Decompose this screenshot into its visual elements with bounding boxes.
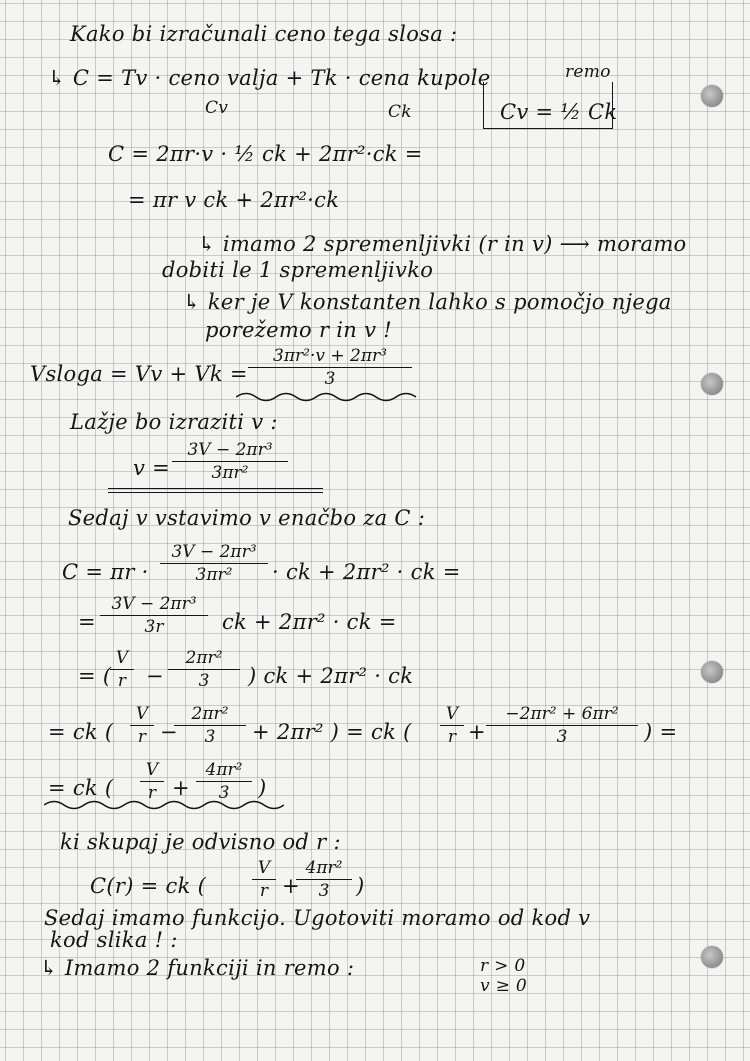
denominator: 3 [218,783,230,803]
fraction-bar [130,725,154,726]
numerator: −2πr² + 6πr² [505,704,619,724]
note-line: Sedaj imamo funkcijo. Ugotoviti moramo od kod v [44,906,591,930]
squiggle-underline [236,390,426,404]
note-line: ↳ imamo 2 spremenljivki (r in v) ⟶ moramo [198,232,687,256]
equation-line: Vsloga = Vv + Vk = [30,362,248,386]
double-underline [108,488,323,489]
denominator: 3 [318,881,330,901]
binder-hole [701,85,723,107]
fraction-bar [440,725,464,726]
equation-line: C(r) = ck ( [90,874,207,898]
fraction [168,648,240,691]
squiggle-underline [44,798,284,812]
numerator: V [257,858,271,878]
equation-line: ) [356,874,365,898]
note-subscript: Ck [388,102,412,122]
equation-line: ) = [644,720,678,744]
fraction [174,704,246,747]
fraction-bar [110,669,134,670]
denominator: r [137,727,147,747]
fraction [100,594,208,637]
fraction [440,704,464,747]
box-label: remo [565,62,611,82]
equation-line: · ck + 2πr² · ck = [272,560,461,584]
numerator: V [445,704,459,724]
operator: + [172,776,190,800]
numerator: V [135,704,149,724]
numerator: 3V − 2πr³ [111,594,197,614]
fraction-bar [486,725,638,726]
denominator: 3πr² [195,565,233,585]
note-line: ↳ Imamo 2 funkciji in remo : [40,956,355,980]
condition: v ≥ 0 [480,976,527,996]
numerator: 2πr² [191,704,229,724]
operator: + [468,720,486,744]
fraction [172,440,288,483]
denominator: r [259,881,269,901]
denominator: 3r [144,617,164,637]
binder-hole [701,661,723,683]
equation-line: = πr v ck + 2πr²·ck [128,188,340,212]
equation-line: = ck ( [48,776,114,800]
note-line: ki skupaj je odvisno od r : [60,830,341,854]
numerator: 4πr² [205,760,243,780]
note-line: Kako bi izračunali ceno tega slosa : [70,22,458,46]
equation-line: C = 2πr·v · ½ ck + 2πr²·ck = [108,142,423,166]
numerator: 3V − 2πr³ [187,440,273,460]
equation-line: ) [258,776,267,800]
condition: r > 0 [480,956,526,976]
operator: − [160,720,178,744]
fraction-bar [168,669,240,670]
binder-hole [701,946,723,968]
note-line: Sedaj v vstavimo v enačbo za C : [68,506,426,530]
denominator: 3 [198,671,210,691]
fraction-bar [196,781,252,782]
fraction [160,542,268,585]
numerator: V [145,760,159,780]
fraction [296,858,352,901]
denominator: 3 [324,369,336,389]
boxed-equation-text: Cv = ½ Ck [500,100,618,124]
double-underline [108,492,323,493]
fraction-bar [296,879,352,880]
fraction [252,858,276,901]
note-line: ↳ ker je V konstanten lahko s pomočjo njega [183,290,672,314]
denominator: 3 [204,727,216,747]
numerator: 3πr²·v + 2πr³ [273,346,387,366]
note-line: kod slika ! : [50,928,178,952]
fraction-bar [252,879,276,880]
equation-line: + 2πr² ) = ck ( [252,720,412,744]
note-subscript: Cv [205,98,229,118]
fraction-bar [248,367,412,368]
numerator: 4πr² [305,858,343,878]
fraction-bar [172,461,288,462]
operator: − [146,664,164,688]
note-line: Lažje bo izraziti v : [70,410,278,434]
denominator: r [147,783,157,803]
numerator: 3V − 2πr³ [171,542,257,562]
fraction-bar [100,615,208,616]
equation-line: C = πr · [62,560,149,584]
equation-line: = ( [78,664,112,688]
denominator: r [117,671,127,691]
fraction [196,760,252,803]
numerator: 2πr² [185,648,223,668]
numerator: V [115,648,129,668]
fraction [140,760,164,803]
fraction-bar [160,563,268,564]
binder-hole [701,373,723,395]
operator: + [282,874,300,898]
denominator: 3 [556,727,568,747]
fraction-bar [140,781,164,782]
note-line: dobiti le 1 spremenljivko [162,258,434,282]
fraction [486,704,638,747]
equation-line: ) ck + 2πr² · ck [248,664,414,688]
equation-line: v = [133,456,171,480]
equation-line: = ck ( [48,720,114,744]
note-line: ↳ C = Tv · ceno valja + Tk · cena kupole [48,66,491,90]
fraction [248,346,412,389]
equation-line: = [78,610,96,634]
note-line: porežemo r in v ! [205,318,392,342]
equation-line: ck + 2πr² · ck = [222,610,397,634]
denominator: r [447,727,457,747]
fraction [110,648,134,691]
fraction-bar [174,725,246,726]
fraction [130,704,154,747]
denominator: 3πr² [211,463,249,483]
